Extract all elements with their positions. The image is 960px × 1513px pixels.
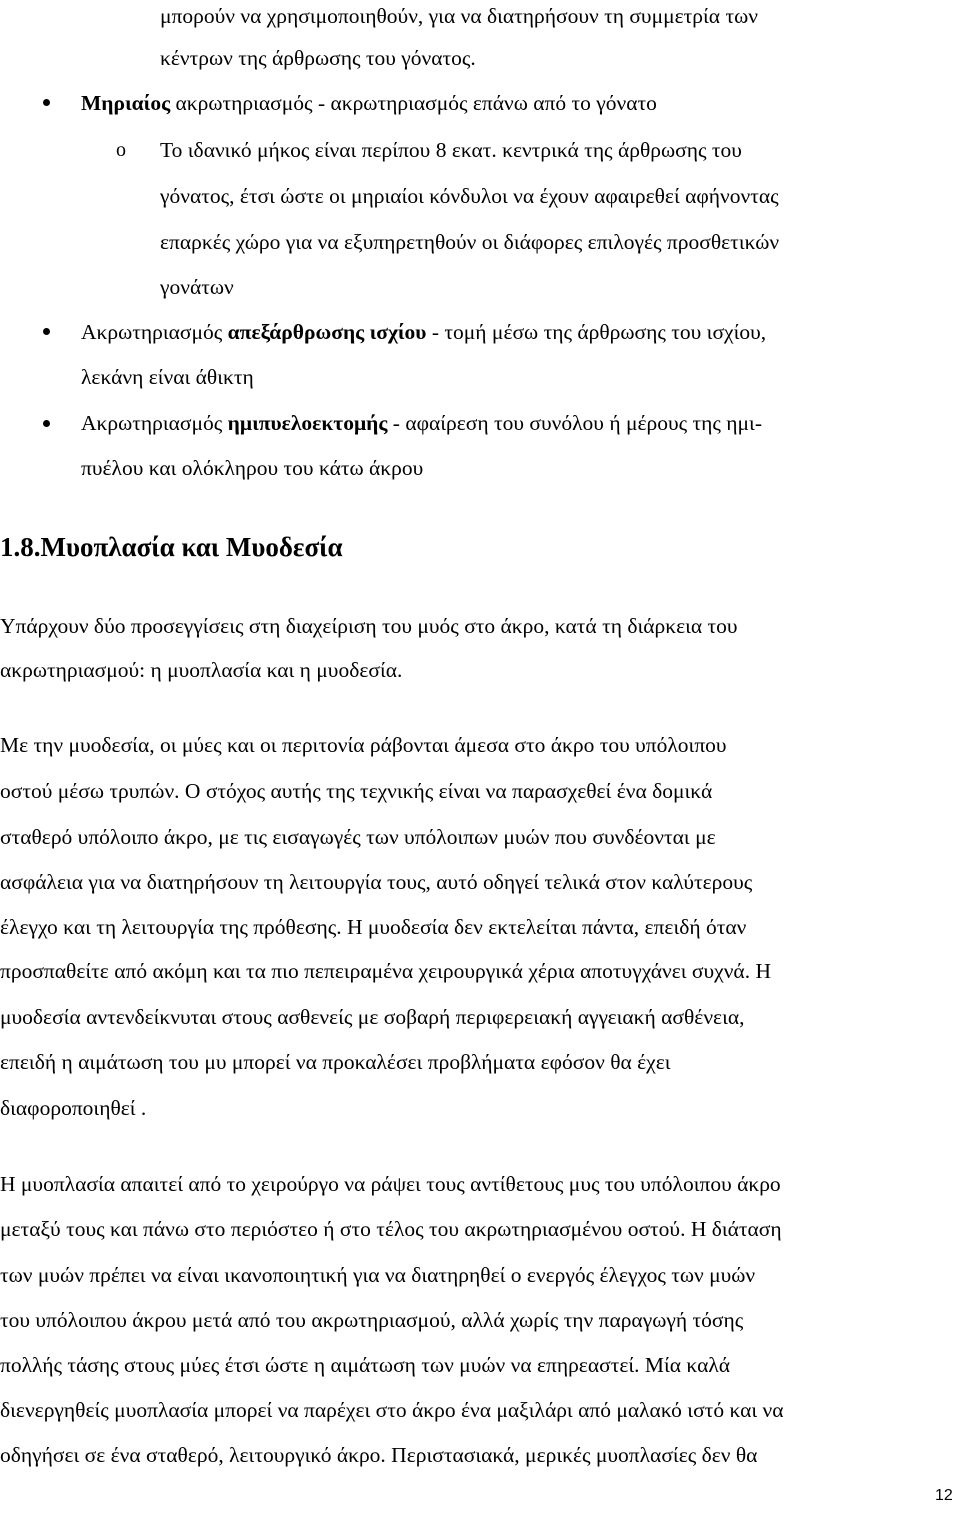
bullet-item-femoral	[81, 89, 657, 117]
sub-item-line: γονάτων	[160, 275, 234, 299]
paragraph-line: του υπόλοιπου άκρου μετά από του ακρωτηριασμού, αλλά χωρίς την παραγωγή τόσης	[0, 1308, 744, 1332]
bold-term: ημιπυελοεκτομής	[227, 411, 388, 435]
bullet-text: - τομή μέσω της άρθρωσης του ισχίου,	[426, 320, 767, 344]
bullet-item-hip	[81, 318, 766, 346]
sub-item-line: Το ιδανικό μήκος είναι περίπου 8 εκατ. κεντρικά της άρθρωσης του	[160, 138, 742, 162]
bullet-icon	[43, 420, 50, 427]
paragraph-line: διαφοροποιηθεί .	[0, 1096, 147, 1120]
paragraph-line: έλεγχο και τη λειτουργία της πρόθεσης. Η μυοδεσία δεν εκτελείται πάντα, επειδή όταν	[0, 915, 747, 939]
bullet-text: ακρωτηριασμός - ακρωτηριασμός επάνω από το γόνατο	[170, 91, 657, 115]
list-continuation-line: μπορούν να χρησιμοποιηθούν, για να διατηρήσουν τη συμμετρία των	[160, 4, 758, 28]
bullet-text: Ακρωτηριασμός	[81, 320, 228, 344]
paragraph-line: οδηγήσει σε ένα σταθερό, λειτουργικό άκρο. Περιστασιακά, μερικές μυοπλασίες δεν θα	[0, 1443, 758, 1467]
bullet-icon	[43, 328, 50, 335]
paragraph-line: Υπάρχουν δύο προσεγγίσεις στη διαχείριση του μυός στο άκρο, κατά τη διάρκεια του	[0, 614, 738, 638]
bullet-item-line: πυέλου και ολόκληρου του κάτω άκρου	[81, 456, 424, 480]
paragraph-line: Η μυοπλασία απαιτεί από το χειρούργο να ράψει τους αντίθετους μυς του υπόλοιπου άκρο	[0, 1172, 781, 1196]
paragraph-line: διενεργηθείς μυοπλασία μπορεί να παρέχει στο άκρο ένα μαξιλάρι από μαλακό ιστό και να	[0, 1398, 784, 1422]
paragraph-line: ασφάλεια για να διατηρήσουν τη λειτουργία τους, αυτό οδηγεί τελικά στον καλύτερους	[0, 870, 753, 894]
sub-item-line: επαρκές χώρο για να εξυπηρετηθούν οι διάφορες επιλογές προσθετικών	[160, 230, 780, 254]
bullet-item-line: λεκάνη είναι άθικτη	[81, 365, 254, 389]
paragraph-line: πολλής τάσης στους μύες έτσι ώστε η αιμάτωση των μυών να επηρεαστεί. Μία καλά	[0, 1353, 731, 1377]
paragraph-line: οστού μέσω τρυπών. Ο στόχος αυτής της τεχνικής είναι να παρασχεθεί ένα δομικά	[0, 779, 713, 803]
paragraph-line: επειδή η αιμάτωση του μυ μπορεί να προκαλέσει προβλήματα εφόσον θα έχει	[0, 1050, 671, 1074]
paragraph-line: προσπαθείτε από ακόμη και τα πιο πεπειραμένα χειρουργικά χέρια αποτυγχάνει συχνά. Η	[0, 959, 771, 983]
paragraph-line: σταθερό υπόλοιπο άκρο, με τις εισαγωγές των υπόλοιπων μυών που συνδέονται με	[0, 825, 716, 849]
bullet-icon	[43, 99, 50, 106]
bullet-item-hemipelvectomy	[81, 409, 762, 437]
paragraph-line: μυοδεσία αντενδείκνυται στους ασθενείς με σοβαρή περιφερειακή αγγειακή ασθένεια,	[0, 1005, 745, 1029]
page-number: 12	[935, 1487, 953, 1504]
sub-item-line: γόνατος, έτσι ώστε οι μηριαίοι κόνδυλοι να έχουν αφαιρεθεί αφήνοντας	[160, 184, 779, 208]
section-heading: 1.8.Μυοπλασία και Μυοδεσία	[0, 532, 343, 562]
bullet-text: Ακρωτηριασμός	[81, 411, 228, 435]
paragraph-line: μεταξύ τους και πάνω στο περιόστεο ή στο τέλος του ακρωτηριασμένου οστού. Η διάταση	[0, 1217, 782, 1241]
bullet-text: - αφαίρεση του συνόλου ή μέρους της ημι-	[387, 411, 763, 435]
bold-term: Μηριαίος	[81, 91, 171, 115]
paragraph-line: ακρωτηριασμού: η μυοπλασία και η μυοδεσία.	[0, 658, 403, 682]
sub-bullet-icon: o	[116, 139, 126, 161]
list-continuation-line: κέντρων της άρθρωσης του γόνατος.	[160, 46, 476, 70]
bold-term: απεξάρθρωσης ισχίου	[227, 320, 427, 344]
paragraph-line: Με την μυοδεσία, οι μύες και οι περιτονία ράβονται άμεσα στο άκρο του υπόλοιπου	[0, 733, 727, 757]
paragraph-line: των μυών πρέπει να είναι ικανοποιητική για να διατηρηθεί ο ενεργός έλεγχος των μυών	[0, 1263, 756, 1287]
